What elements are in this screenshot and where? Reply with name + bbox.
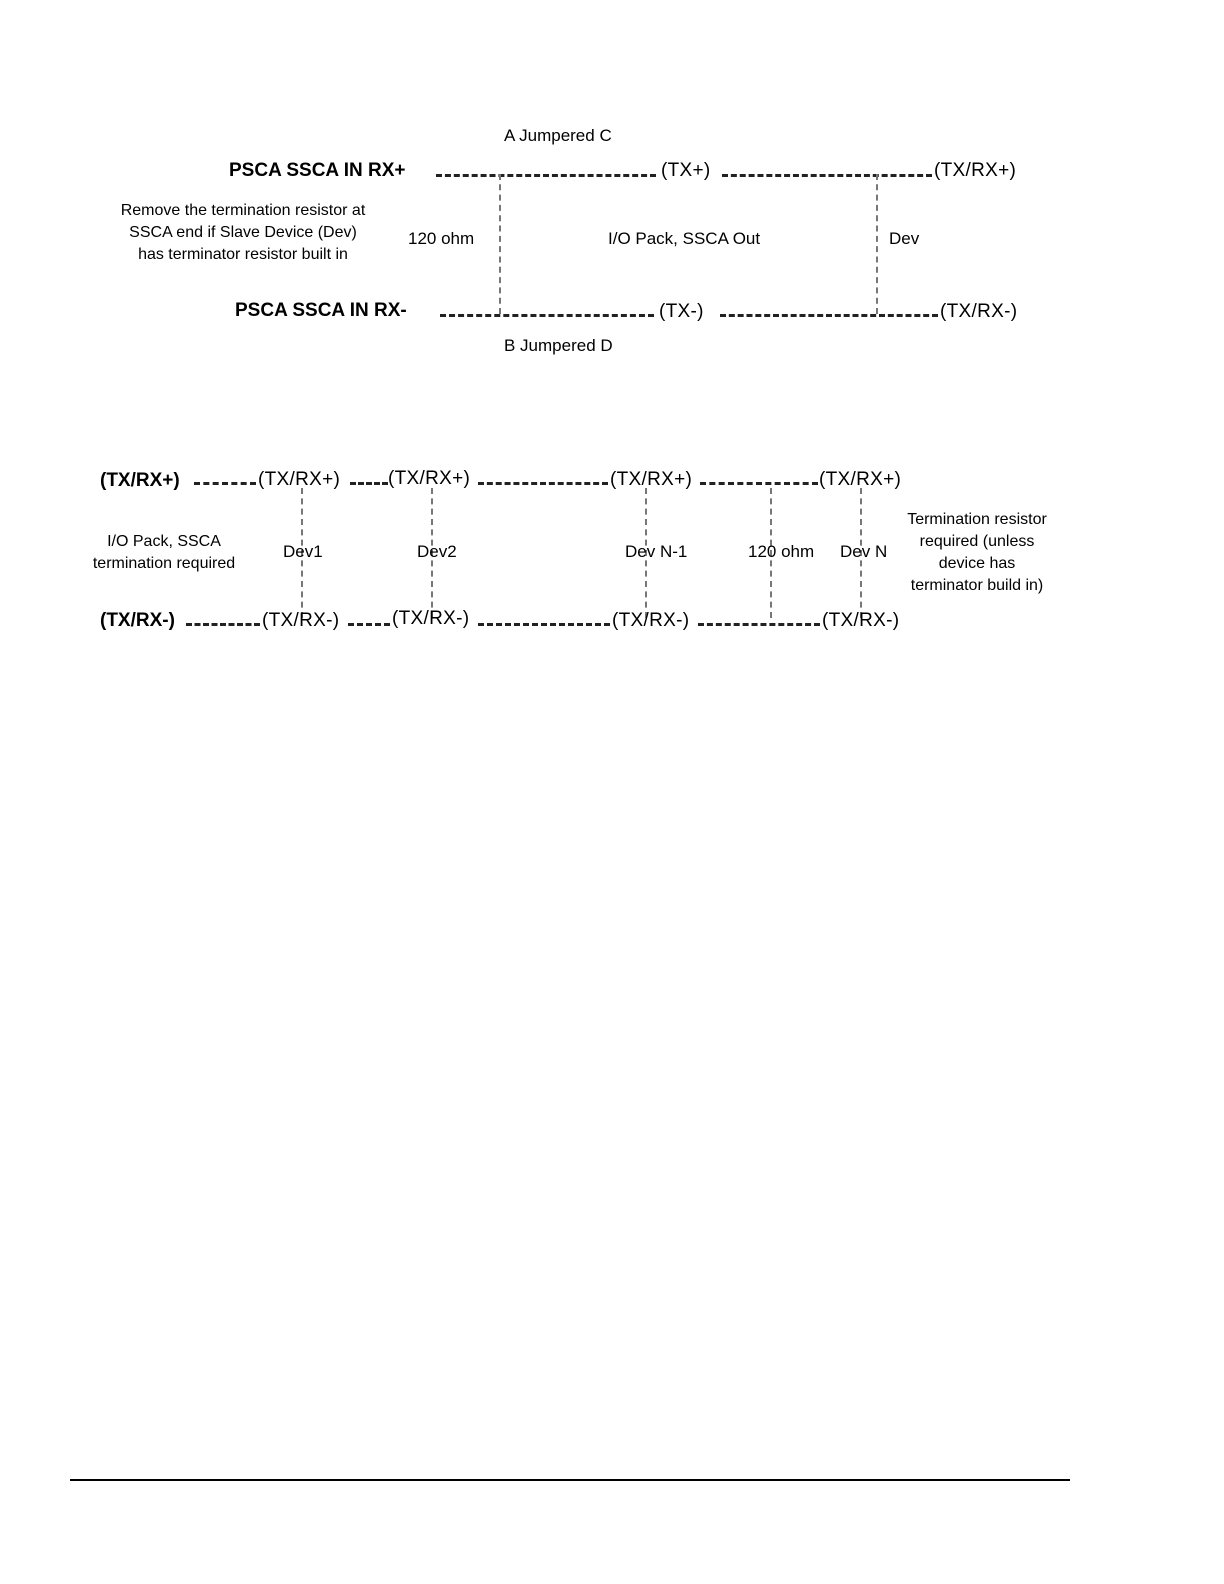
- d2-top-label-4: (TX/RX+): [610, 469, 693, 490]
- d1-txrx-plus-label: (TX/RX+): [934, 160, 1017, 181]
- d1-termination-note: [102, 200, 384, 266]
- d2-top-wire-1: [194, 482, 256, 485]
- d1-rx-plus-label: PSCA SSCA IN RX+: [229, 160, 406, 181]
- d2-bottom-wire-4: [698, 623, 820, 626]
- d1-rx-minus-label: PSCA SSCA IN RX-: [235, 300, 407, 321]
- d2-left-note: [80, 531, 248, 575]
- d1-tx-plus-label: (TX+): [661, 160, 711, 181]
- d1-resistor-tap: [499, 174, 501, 314]
- d1-b-jumpered-d: B Jumpered D: [504, 336, 613, 355]
- d2-bottom-label-2: (TX/RX-): [262, 610, 340, 631]
- d1-txrx-minus-label: (TX/RX-): [940, 301, 1018, 322]
- d1-note-line-1: Remove the termination resistor at: [120, 202, 366, 219]
- d1-dev-label: Dev: [889, 229, 920, 248]
- d1-rx-minus-wire: [440, 314, 654, 317]
- d1-resistor-label: 120 ohm: [408, 229, 475, 248]
- d2-bottom-label-1: (TX/RX-): [100, 610, 175, 631]
- d2-bottom-wire-2: [348, 623, 390, 626]
- d1-io-pack-label: I/O Pack, SSCA Out: [608, 229, 761, 248]
- d2-bottom-label-3: (TX/RX-): [392, 608, 470, 629]
- d2-top-wire-3: [478, 482, 608, 485]
- d2-right-note-line-3: device has: [938, 555, 1016, 572]
- d2-right-note: [892, 509, 1062, 597]
- d1-dev-tap: [876, 174, 878, 314]
- d2-resistor-label: 120 ohm: [748, 542, 815, 561]
- d1-tx-minus-label: (TX-): [659, 301, 704, 322]
- d2-top-wire-4: [700, 482, 818, 485]
- d2-top-label-5: (TX/RX+): [819, 469, 902, 490]
- d1-note-line-3: has terminator resistor built in: [138, 246, 348, 263]
- d2-right-note-line-1: Termination resistor: [907, 511, 1047, 528]
- d2-left-note-line-2: termination required: [92, 555, 236, 572]
- d2-top-label-2: (TX/RX+): [258, 469, 341, 490]
- d2-dev2-label: Dev2: [417, 542, 457, 561]
- d2-bottom-wire-1: [186, 623, 260, 626]
- d2-top-label-3: (TX/RX+): [388, 468, 471, 489]
- d2-dev1-label: Dev1: [283, 542, 323, 561]
- d2-right-note-line-2: required (unless: [919, 533, 1035, 550]
- d2-bottom-label-5: (TX/RX-): [822, 610, 900, 631]
- d2-devn-label: Dev N: [840, 542, 888, 561]
- d1-note-line-2: SSCA end if Slave Device (Dev): [129, 224, 357, 241]
- d2-top-label-1: (TX/RX+): [100, 470, 180, 491]
- d2-bottom-wire-3: [478, 623, 610, 626]
- d2-left-note-line-1: I/O Pack, SSCA: [107, 533, 221, 550]
- d1-tx-minus-wire: [720, 314, 938, 317]
- d2-devn1-label: Dev N-1: [625, 542, 688, 561]
- d1-a-jumpered-c: A Jumpered C: [504, 126, 612, 145]
- d2-bottom-label-4: (TX/RX-): [612, 610, 690, 631]
- d1-tx-plus-wire: [722, 174, 932, 177]
- d2-right-note-line-4: terminator build in): [910, 577, 1044, 594]
- d1-rx-plus-wire: [436, 174, 656, 177]
- d2-top-wire-2: [350, 482, 388, 485]
- footer-rule: [70, 1479, 1070, 1481]
